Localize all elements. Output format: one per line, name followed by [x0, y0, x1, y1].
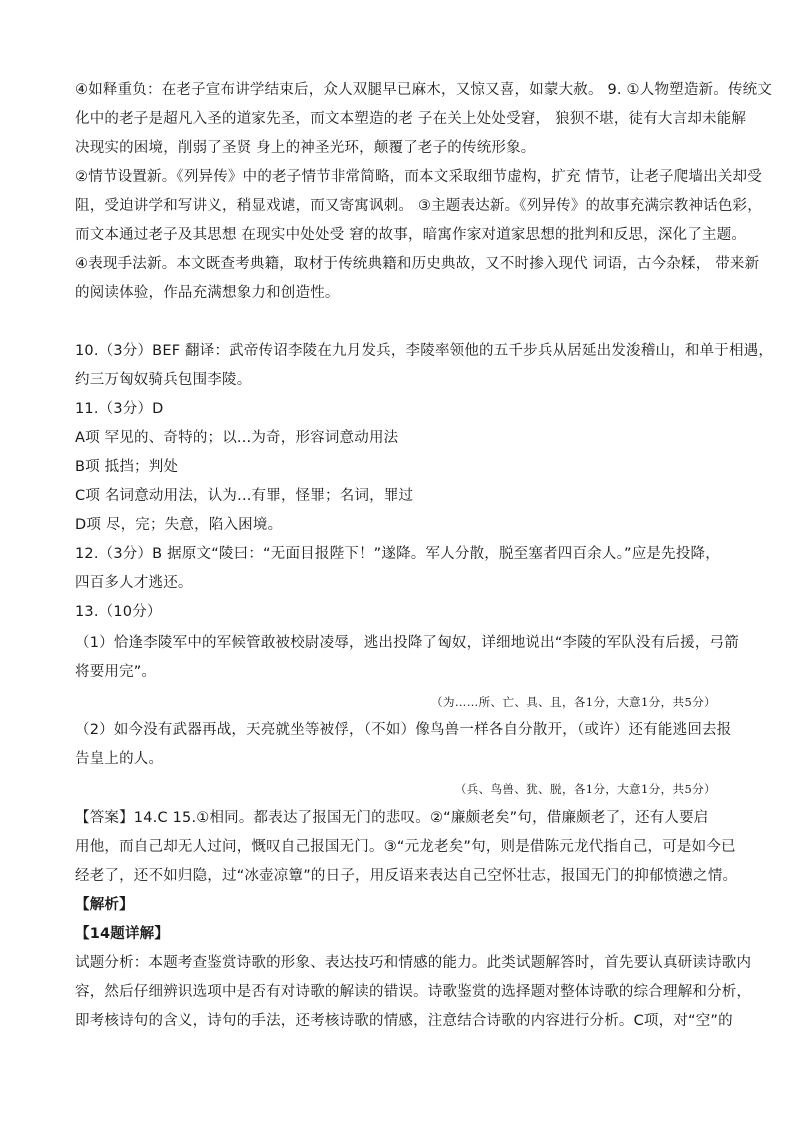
text-line: 四百多人才逃还。	[75, 575, 193, 591]
score-note-1: （为……所、亡、具、且，各1分，大意1分，共5分）	[431, 695, 716, 709]
text-line: 用他，而自己却无人过问，慨叹自己报国无门。③“元龙老矣”句，则是借陈元龙代指自己，可是如今已	[75, 839, 736, 855]
q14-heading: 【14题详解】	[75, 926, 170, 942]
answer-11: 11.（3分）D	[75, 401, 164, 417]
text-line: 化中的老子是超凡入圣的道家先圣，而文本塑造的老 子在关上处处受窘， 狼狈不堪，徒有大言却未能解	[75, 111, 747, 127]
text-line: 告皇上的人。	[75, 751, 164, 767]
text-line: 试题分析：本题考查鉴赏诗歌的形象、表达技巧和情感的能力。此类试题解答时，首先要认真研读诗歌内	[75, 955, 752, 971]
text-line: 决现实的困境，削弱了圣贤 身上的神圣光环，颠覆了老子的传统形象。	[75, 140, 536, 156]
option-d: D项 尽，完；失意，陷入困境。	[75, 517, 283, 533]
text-line: 将要用完”。	[75, 664, 157, 680]
text-line: 即考核诗句的含义，诗句的手法，还考核诗歌的情感，注意结合诗歌的内容进行分析。C项，对“空”的	[75, 1013, 733, 1029]
text-line: ②情节设置新。《列异传》中的老子情节非常简略，而本文采取细节虚构，扩充 情节，让老子爬墙出关却受	[75, 169, 762, 185]
answer-14-15: 【答案】14.C 15.①相同。都表达了报国无门的悲叹。②“廉颇老矣”句，借廉颇老了，还有人要启	[75, 810, 709, 826]
translation-1: （1）恰逢李陵军中的军候管敢被校尉凌辱，逃出投降了匈奴，详细地说出“李陵的军队没有后援，弓箭	[75, 635, 739, 651]
answer-13: 13.（10分）	[75, 604, 162, 620]
text-line: 经老了，还不如归隐，过“冰壶凉簟”的日子，用反语来表达自己空怀壮志，报国无门的抑郁愤懑之情。	[75, 868, 738, 884]
text-line: 的阅读体验，作品充满想象力和创造性。	[75, 285, 340, 301]
text-line: 约三万匈奴骑兵包围李陵。	[75, 372, 252, 388]
translation-2: （2）如今没有武器再战，天亮就坐等被俘，（不如）像鸟兽一样各自分散开，（或许）还有能逃回去报	[75, 722, 732, 738]
score-note-2: （兵、鸟兽、犹、脱，各1分，大意1分，共5分）	[454, 782, 716, 796]
option-c: C项 名词意动用法，认为...有罪，怪罪；名词，罪过	[75, 488, 414, 504]
text-line: 而文本通过老子及其思想 在现实中处处受 窘的故事，暗寓作家对道家思想的批判和反思，深化了主题。	[75, 227, 747, 243]
answer-12: 12.（3分）B 据原文“陵曰：“无面目报陛下！”遂降。军人分散，脱至塞者四百余人。”应是先投降，	[75, 546, 720, 562]
text-line: 阻，受迫讲学和写讲义，稍显戏谑，而又寄寓讽刺。 ③主题表达新。《列异传》的故事充满宗教神话色彩，	[75, 198, 762, 214]
text-line: 容，然后仔细辨识选项中是否有对诗歌的解读的错误。诗歌鉴赏的选择题对整体诗歌的综合理解和分析，	[75, 984, 752, 1000]
option-a: A项 罕见的、奇特的；以...为奇，形容词意动用法	[75, 430, 399, 446]
text-line: ④表现手法新。本文既查考典籍，取材于传统典籍和历史典故，又不时掺入现代 词语，古今杂糅， 带来新	[75, 256, 760, 272]
option-b: B项 抵挡；判处	[75, 459, 179, 475]
text-line: ④如释重负：在老子宣布讲学结束后，众人双腿早已麻木，又惊又喜，如蒙大赦。 9. ①人物塑造新。传统文	[75, 82, 773, 98]
analysis-heading: 【解析】	[75, 897, 134, 913]
answer-10: 10.（3分）BEF 翻译：武帝传诏李陵在九月发兵，李陵率领他的五千步兵从居延出发浚稽山，和单于相遇，	[75, 343, 774, 359]
